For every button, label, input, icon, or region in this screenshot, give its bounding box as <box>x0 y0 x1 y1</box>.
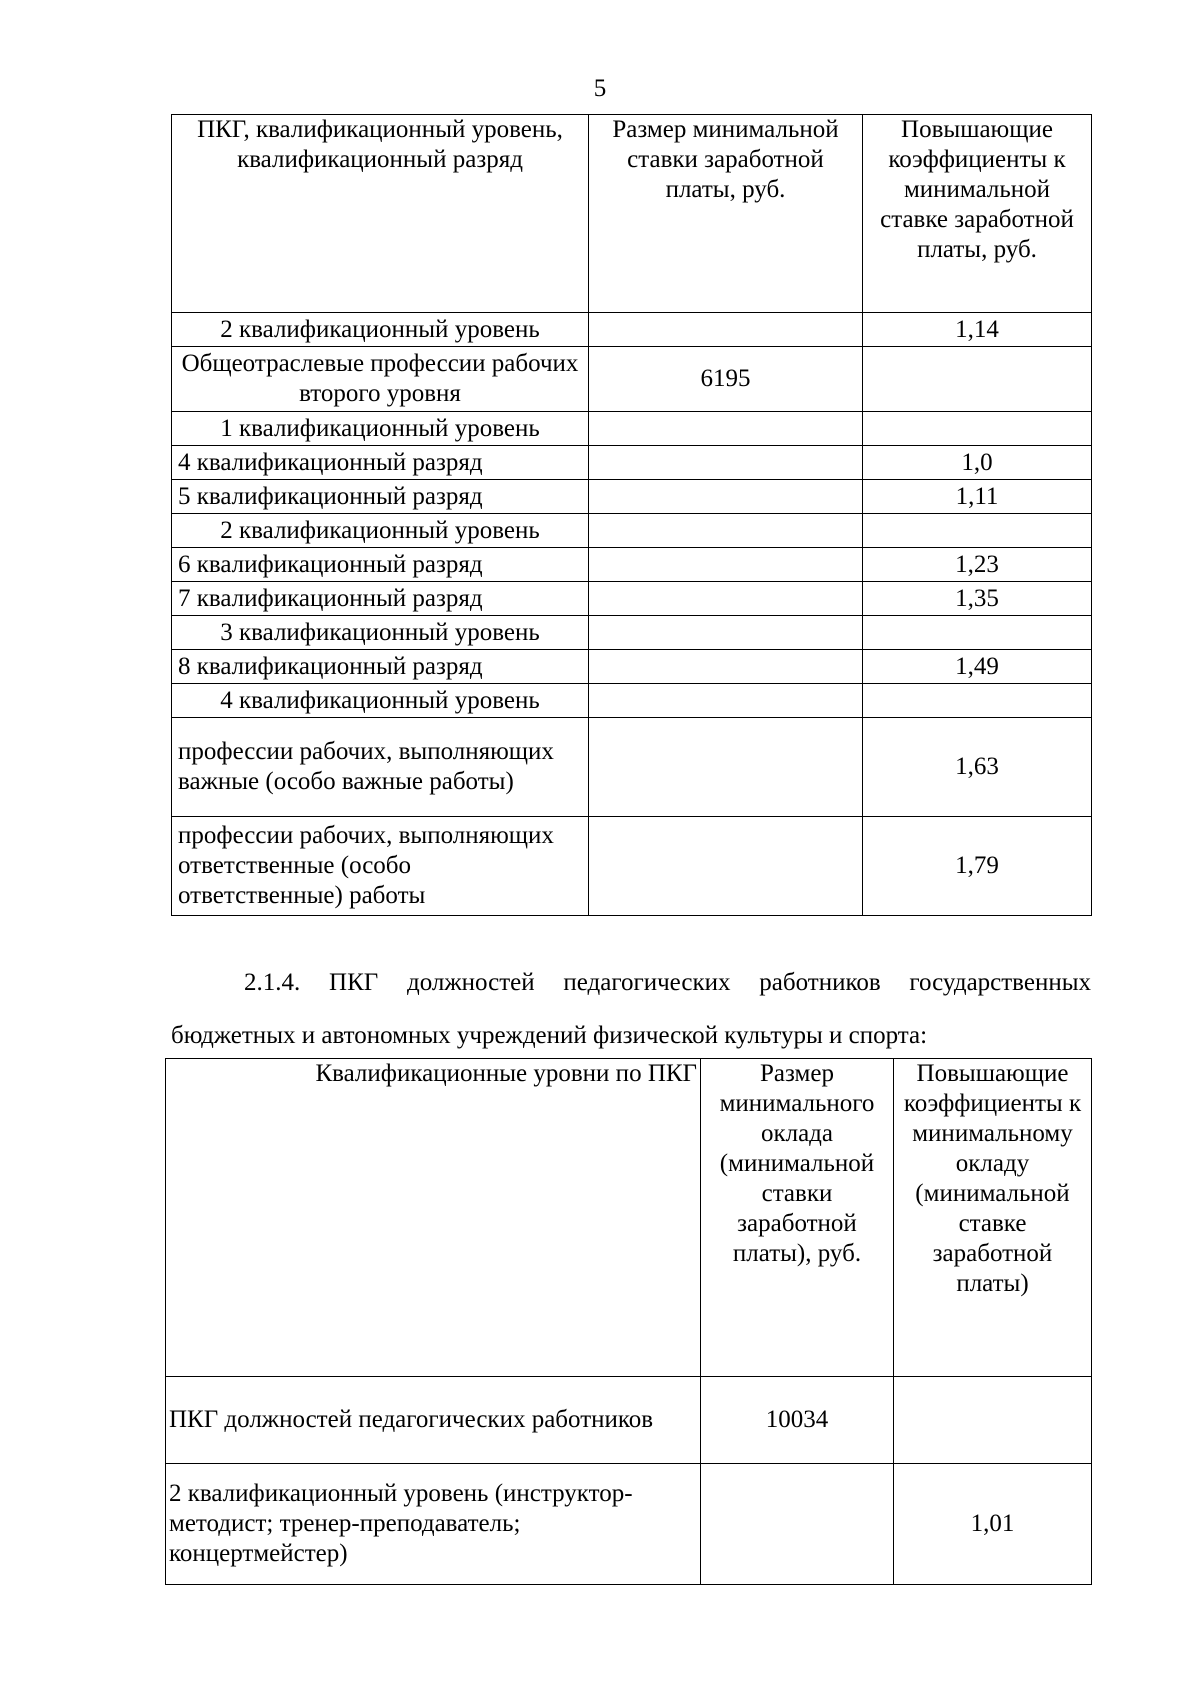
row-name: 2 квалификационный уровень <box>172 514 589 548</box>
row-coefficient: 1,49 <box>863 650 1092 684</box>
table-row <box>172 412 1092 446</box>
table-row <box>172 480 1092 514</box>
row-rate <box>589 718 863 817</box>
row-coefficient <box>863 514 1092 548</box>
table-header-row <box>166 1059 1092 1377</box>
table-row <box>172 548 1092 582</box>
header-coefficient: Повышающие коэффициенты к минимальной ставке заработной платы, руб. <box>863 115 1092 313</box>
table-row <box>172 650 1092 684</box>
row-name: 6 квалификационный разряд <box>172 548 589 582</box>
section-paragraph <box>171 956 1091 1062</box>
row-name: профессии рабочих, выполняющих важные (особо важные работы) <box>172 718 589 817</box>
row-coefficient <box>863 616 1092 650</box>
section-line-1: 2.1.4. ПКГ должностей педагогических работников государственных <box>244 969 1091 996</box>
header-qualification: ПКГ, квалификационный уровень, квалификационный разряд <box>172 115 589 313</box>
row-name: 3 квалификационный уровень <box>172 616 589 650</box>
row-rate <box>589 480 863 514</box>
table-row <box>172 514 1092 548</box>
row-rate <box>589 684 863 718</box>
row-rate <box>589 446 863 480</box>
row-name: Общеотраслевые профессии рабочих второго уровня <box>172 347 589 412</box>
row-name: 7 квалификационный разряд <box>172 582 589 616</box>
row-name: 8 квалификационный разряд <box>172 650 589 684</box>
table-row <box>172 817 1092 916</box>
row-coefficient: 1,63 <box>863 718 1092 817</box>
row-coefficient: 1,01 <box>894 1464 1092 1585</box>
row-rate <box>589 514 863 548</box>
row-name: 5 квалификационный разряд <box>172 480 589 514</box>
table-row <box>172 718 1092 817</box>
row-name: профессии рабочих, выполняющих ответственные (особо ответственные) работы <box>172 817 589 916</box>
row-name: ПКГ должностей педагогических работников <box>166 1377 701 1464</box>
row-rate <box>589 412 863 446</box>
row-rate <box>589 817 863 916</box>
row-coefficient: 1,0 <box>863 446 1092 480</box>
table-row <box>172 684 1092 718</box>
table-row <box>166 1377 1092 1464</box>
table-header-row <box>172 115 1092 313</box>
salary-table-workers <box>171 114 1092 916</box>
row-coefficient: 1,79 <box>863 817 1092 916</box>
row-coefficient: 1,11 <box>863 480 1092 514</box>
salary-table-pedagogical <box>165 1058 1092 1585</box>
row-rate <box>589 616 863 650</box>
header-min-rate: Размер минимальной ставки заработной платы, руб. <box>589 115 863 313</box>
row-rate <box>589 650 863 684</box>
row-name: 4 квалификационный уровень <box>172 684 589 718</box>
table-row <box>172 446 1092 480</box>
row-coefficient <box>863 412 1092 446</box>
header-min-salary: Размер минимального оклада (минимальной ставки заработной платы), руб. <box>701 1059 894 1377</box>
header-coefficient: Повышающие коэффициенты к минимальному окладу (минимальной ставке заработной платы) <box>894 1059 1092 1377</box>
row-coefficient: 1,14 <box>863 313 1092 347</box>
table-row <box>172 582 1092 616</box>
row-rate <box>589 313 863 347</box>
row-coefficient <box>863 347 1092 412</box>
row-coefficient: 1,23 <box>863 548 1092 582</box>
row-rate: 6195 <box>589 347 863 412</box>
row-name: 1 квалификационный уровень <box>172 412 589 446</box>
row-rate <box>589 548 863 582</box>
table-row <box>172 313 1092 347</box>
row-coefficient <box>863 684 1092 718</box>
row-name: 4 квалификационный разряд <box>172 446 589 480</box>
row-rate <box>701 1464 894 1585</box>
page-number: 5 <box>593 75 607 102</box>
row-name: 2 квалификационный уровень (инструктор-методист; тренер-преподаватель; концертмейстер) <box>166 1464 701 1585</box>
row-name: 2 квалификационный уровень <box>172 313 589 347</box>
table-row <box>166 1464 1092 1585</box>
row-coefficient <box>894 1377 1092 1464</box>
row-rate <box>589 582 863 616</box>
table-row <box>172 347 1092 412</box>
row-coefficient: 1,35 <box>863 582 1092 616</box>
table-row <box>172 616 1092 650</box>
row-rate: 10034 <box>701 1377 894 1464</box>
section-line-2: бюджетных и автономных учреждений физической культуры и спорта: <box>171 1022 928 1049</box>
header-qualification-levels: Квалификационные уровни по ПКГ <box>166 1059 701 1377</box>
